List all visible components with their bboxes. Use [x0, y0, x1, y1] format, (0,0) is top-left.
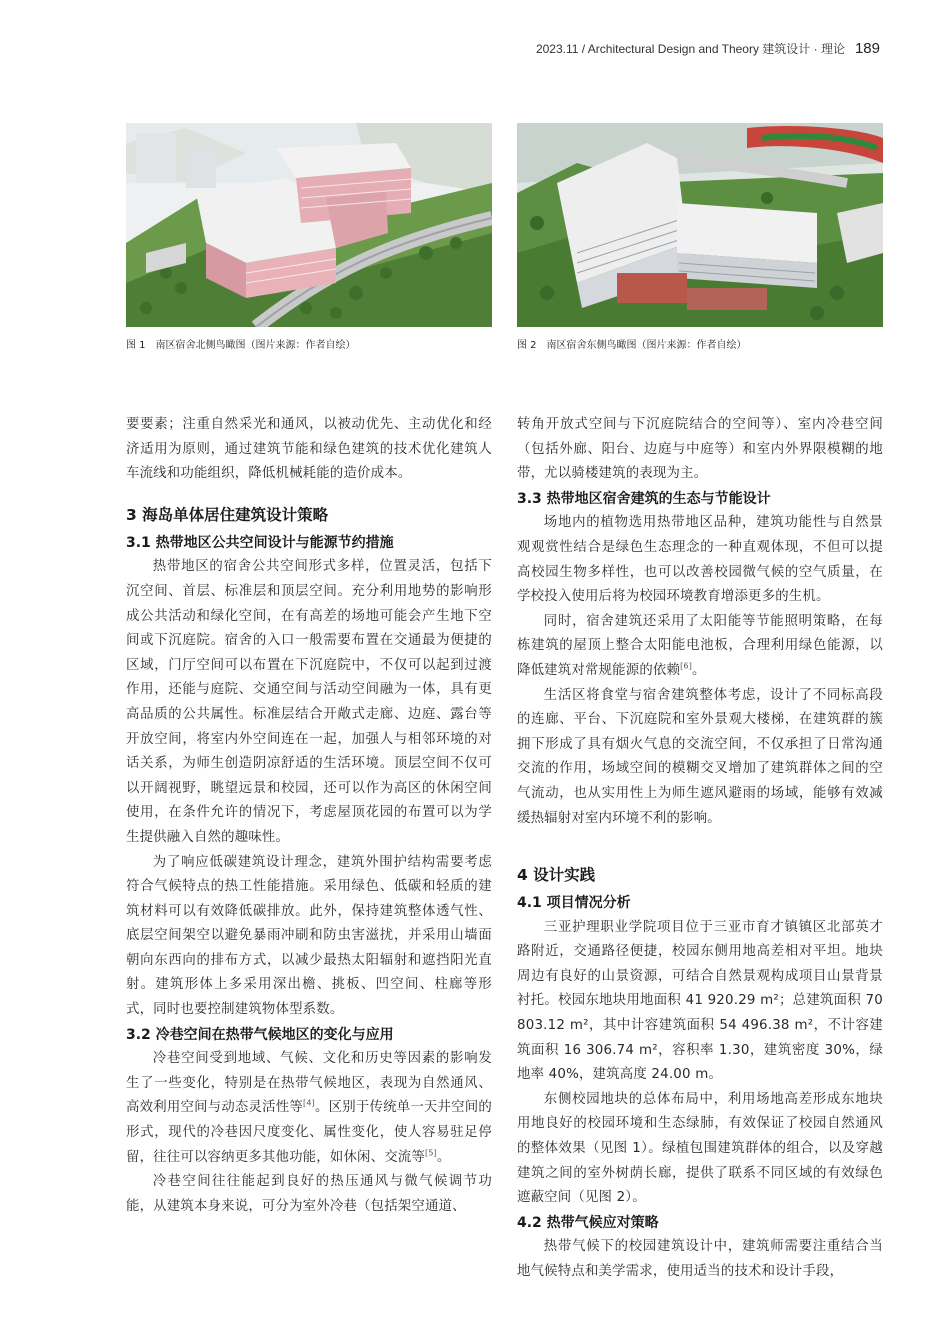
- paragraph: [126, 1047, 492, 1170]
- right-column: [517, 413, 883, 1285]
- paragraph-text: 。: [436, 1149, 451, 1165]
- paragraph-text: 。: [692, 662, 706, 678]
- figure-2: [517, 123, 883, 351]
- running-header: [536, 40, 880, 64]
- paragraph-text: 冷巷空间受到地域、气候、文化和历史等因素的影响发生了一些变化，特别是在热带气候地区，表现为自然通风、高效利用空间与动态灵活性等: [126, 1051, 492, 1116]
- paragraph: 三亚护理职业学院项目位于三亚市育才镇镇区北部英才路附近，交通路径便捷，校园东侧用地高差相对平坦。地块周边有良好的山景资源，可结合自然景观构成项目山景背景衬托。校园东地块用地面积 41 920.29 m²；总建筑面积 70 803.12 m²，其中计容建筑面积 54 496.38 m²，不计容建筑面积 16 306.74 m²，容积率 1.30，建筑密度 30%，绿地率 40%，建筑高度 24.00 m。: [517, 919, 883, 1083]
- citation: [4]: [303, 1098, 315, 1108]
- paragraph-text: 。区别于传统单一天井空间的形式，现代的冷巷因尺度变化、属性变化，使人容易驻足停留，往往可以容纳更多其他功能，如休闲、交流等: [126, 1100, 492, 1165]
- figure-1-caption-text: 南区宿舍北侧鸟瞰图（图片来源：作者自绘）: [155, 340, 356, 351]
- section-heading-4: 4 设计实践: [517, 866, 596, 885]
- figure-2-caption-text: 南区宿舍东侧鸟瞰图（图片来源：作者自绘）: [546, 340, 747, 351]
- section-heading-3: 3 海岛单体居住建筑设计策略: [126, 505, 329, 524]
- figure-1-number: 图 1: [126, 340, 146, 351]
- subsection-heading-3-3: 3.3 热带地区宿舍建筑的生态与节能设计: [517, 490, 771, 507]
- figure-1: [126, 123, 492, 351]
- figure-2-caption: [517, 336, 883, 351]
- subsection-heading-4-2: 4.2 热带气候应对策略: [517, 1214, 659, 1231]
- paragraph: 热带气候下的校园建筑设计中，建筑师需要注重结合当地气候特点和美学需求，使用适当的技术和设计手段，: [517, 1239, 883, 1279]
- paragraph: [517, 610, 883, 684]
- subsection-heading-4-1: 4.1 项目情况分析: [517, 895, 631, 912]
- citation: [5]: [425, 1148, 437, 1158]
- paragraph: 热带地区的宿舍公共空间形式多样，位置灵活，包括下沉空间、首层、标准层和顶层空间。充分利用地势的影响形成公共活动和绿化空间，在有高差的场地可能会产生地下空间或下沉庭院。宿舍的入口一般需要布置在交通最为便捷的区域，门厅空间可以布置在下沉庭院中，不仅可以起到过渡作用，还能与庭院、交通空间与活动空间融为一体，具有更高品质的公共属性。标准层结合开敞式走廊、边庭、露台等开放空间，将室内外空间连在一起，加强人与相邻环境的对话关系，为师生创造阴凉舒适的生活环境。顶层空间不仅可以开阔视野，眺望远景和校园，还可以作为高区的休闲空间使用，在条件允许的情况下，考虑屋顶花园的布置可以为学生提供融入自然的趣味性。: [126, 559, 492, 845]
- paragraph: 要要素；注重自然采光和通风，以被动优先、主动优化和经济适用为原则，通过建筑节能和绿色建筑的技术优化建筑人车流线和功能组织，降低机械耗能的造价成本。: [126, 417, 492, 482]
- paragraph: 转角开放式空间与下沉庭院结合的空间等）、室内冷巷空间（包括外廊、阳台、边庭与中庭等）和室内外界限模糊的地带，尤以骑楼建筑的表现为主。: [517, 417, 883, 482]
- paragraph-text: 同时，宿舍建筑还采用了太阳能等节能照明策略，在每栋建筑的屋顶上整合太阳能电池板，合理利用绿色能源，以降低建筑对常规能源的依赖: [517, 613, 883, 678]
- paragraph: 东侧校园地块的总体布局中，利用场地高差形成东地块用地良好的校园环境和生态绿肺，有效保证了校园自然通风的整体效果（见图 1）。绿植包围建筑群体的组合，以及穿越建筑之间的室外树荫长廊，提供了联系不同区域的有效绿色遮蔽空间（见图 2）。: [517, 1091, 883, 1206]
- paragraph: 为了响应低碳建筑设计理念，建筑外围护结构需要考虑符合气候特点的热工性能措施。采用绿色、低碳和轻质的建筑材料可以有效降低碳排放。此外，保持建筑整体透气性、底层空间架空以避免暴雨冲刷和防虫害滋扰，并采用山墙面朝向东西向的排布方式，以减少最热太阳辐射和遮挡阳光直射。建筑形体上多采用深出檐、挑板、凹空间、柱廊等形式，同时也要控制建筑物体型系数。: [126, 854, 492, 1018]
- paragraph: 冷巷空间往往能起到良好的热压通风与微气候调节功能，从建筑本身来说，可分为室外冷巷（包括架空通道、: [126, 1174, 492, 1214]
- figure-1-aerial-rendering: [126, 123, 492, 327]
- paragraph: 生活区将食堂与宿舍建筑整体考虑，设计了不同标高段的连廊、平台、下沉庭院和室外景观大楼梯，在建筑群的簇拥下形成了具有烟火气息的交流空间，不仅承担了日常沟通交流的作用，场域空间的模糊交叉增加了建筑群体之间的空气流动，也从实用性上为师生遮风避雨的场域，能够有效减缓热辐射对室内环境不利的影响。: [517, 687, 883, 826]
- figure-2-number: 图 2: [517, 340, 537, 351]
- subsection-heading-3-2: 3.2 冷巷空间在热带气候地区的变化与应用: [126, 1026, 394, 1043]
- paragraph: 场地内的植物选用热带地区品种，建筑功能性与自然景观观赏性结合是绿色生态理念的一种直观体现，不但可以提高校园生物多样性，也可以改善校园微气候的空气质量，在学校投入使用后将为校园环境教育增添更多的生机。: [517, 515, 883, 605]
- page-number: 189: [854, 40, 880, 57]
- journal-title: 2023.11 / Architectural Design and Theory 建筑设计 · 理论: [535, 42, 845, 56]
- left-column: [126, 413, 492, 1219]
- subsection-heading-3-1: 3.1 热带地区公共空间设计与能源节约措施: [126, 534, 394, 551]
- citation: [6]: [680, 661, 693, 671]
- figure-1-caption: [126, 336, 492, 351]
- figure-2-aerial-rendering: [517, 123, 883, 327]
